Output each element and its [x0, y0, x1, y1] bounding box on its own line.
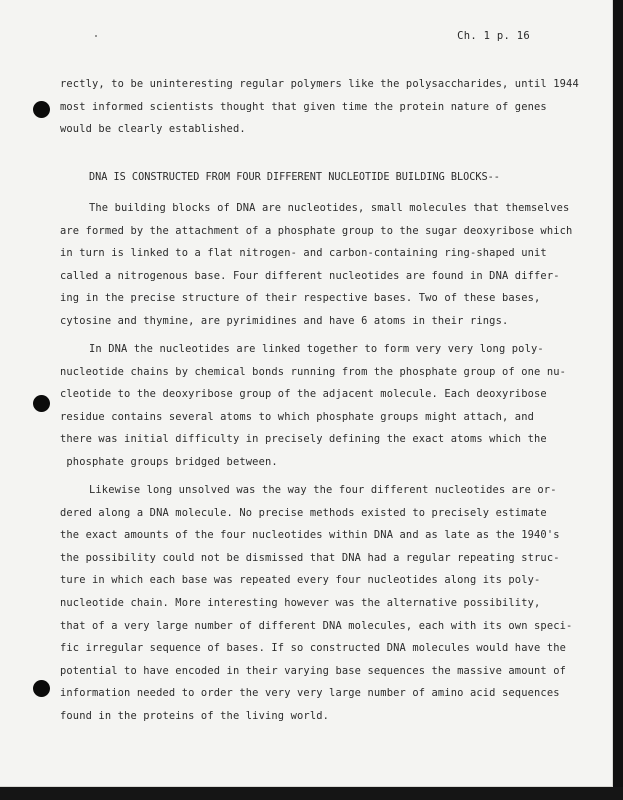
text-line: the exact amounts of the four nucleotides within DNA and as late as the 1940's	[60, 529, 560, 542]
text-line: fic irregular sequence of bases. If so constructed DNA molecules would have the	[60, 642, 567, 655]
text-line: rectly, to be uninteresting regular polymers like the polysaccharides, until 1944	[60, 78, 579, 90]
text-line: residue contains several atoms to which phosphate groups might attach, and	[60, 410, 535, 423]
paper-speck	[95, 35, 97, 37]
text-line: In DNA the nucleotides are linked together to form very very long poly-	[89, 343, 544, 355]
text-line: ture in which each base was repeated every four nucleotides along its poly-	[60, 574, 541, 587]
text-line: cytosine and thymine, are pyrimidines and have 6 atoms in their rings.	[60, 314, 509, 327]
binder-hole-bottom	[33, 680, 50, 697]
scan-border-bottom	[0, 787, 623, 800]
text-line: in turn is linked to a flat nitrogen- and carbon-containing ring-shaped unit	[60, 247, 547, 260]
scan-border-right	[613, 0, 623, 800]
text-line: would be clearly established.	[60, 123, 246, 136]
text-line: The building blocks of DNA are nucleotides, small molecules that themselves	[89, 202, 570, 214]
text-line: the possibility could not be dismissed that DNA had a regular repeating struc-	[60, 551, 560, 564]
text-line: most informed scientists thought that given time the protein nature of genes	[60, 100, 547, 113]
binder-hole-middle	[33, 395, 50, 412]
text-line: ing in the precise structure of their respective bases. Two of these bases,	[60, 292, 541, 305]
text-line: Likewise long unsolved was the way the four different nucleotides are or-	[89, 484, 557, 496]
text-line: information needed to order the very very large number of amino acid sequences	[60, 687, 560, 700]
text-line: phosphate groups bridged between.	[60, 455, 278, 468]
paragraph-intro	[60, 73, 579, 141]
binder-hole-top	[33, 101, 50, 118]
text-line: are formed by the attachment of a phosphate group to the sugar deoxyribose which	[60, 224, 573, 237]
text-line: nucleotide chains by chemical bonds running from the phosphate group of one nu-	[60, 365, 567, 378]
text-line: nucleotide chain. More interesting however was the alternative possibility,	[60, 596, 541, 609]
page-number-label: Ch. 1 p. 16	[457, 30, 530, 42]
text-line: cleotide to the deoxyribose group of the adjacent molecule. Each deoxyribose	[60, 388, 547, 401]
text-line: potential to have encoded in their varying base sequences the massive amount of	[60, 664, 567, 677]
text-line: dered along a DNA molecule. No precise methods existed to precisely estimate	[60, 506, 547, 519]
paragraph-building-blocks	[60, 197, 573, 333]
text-line: that of a very large number of different DNA molecules, each with its own speci-	[60, 619, 573, 632]
paragraph-chains	[60, 338, 567, 474]
section-heading: DNA IS CONSTRUCTED FROM FOUR DIFFERENT NUCLEOTIDE BUILDING BLOCKS--	[89, 172, 500, 183]
paragraph-sequence	[60, 479, 573, 728]
text-line: found in the proteins of the living world.	[60, 709, 330, 722]
text-line: called a nitrogenous base. Four different nucleotides are found in DNA differ-	[60, 269, 560, 282]
text-line: there was initial difficulty in precisely defining the exact atoms which the	[60, 433, 547, 446]
